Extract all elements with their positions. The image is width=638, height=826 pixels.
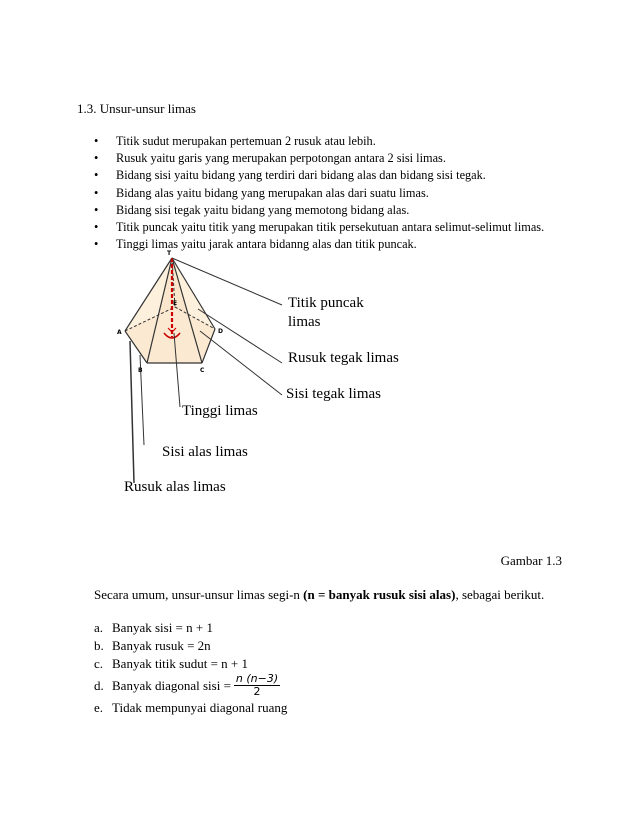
list-item: • Bidang sisi tegak yaitu bidang yang memotong bidang alas. [94, 202, 614, 219]
label-rusuk-alas: Rusuk alas limas [124, 479, 226, 495]
pyramid-figure [110, 245, 430, 510]
pointer-line [130, 341, 134, 483]
vertex-label-e: E [173, 300, 178, 307]
vertex-label-b: B [138, 367, 143, 374]
figure-caption: Gambar 1.3 [500, 553, 562, 568]
list-item: • Bidang alas yaitu bidang yang merupakan alas dari suatu limas. [94, 185, 614, 202]
vertex-label-d: D [218, 328, 223, 335]
bullet-icon: • [94, 168, 99, 183]
property-list [94, 619, 287, 717]
vertex-label-c: C [200, 367, 205, 374]
label-titik-puncak: Titik puncak [288, 295, 364, 311]
bullet-icon: • [94, 220, 99, 235]
label-rusuk-tegak: Rusuk tegak limas [288, 350, 399, 366]
bullet-icon: • [94, 237, 99, 252]
definition-list [94, 133, 614, 253]
label-sisi-tegak: Sisi tegak limas [286, 386, 381, 402]
list-item: c. Banyak titik sudut = n + 1 [94, 656, 248, 671]
label-tinggi: Tinggi limas [182, 403, 258, 419]
fraction: $\frac{n (n-3)}{2}$ [235, 672, 279, 698]
vertex-label-a: A [117, 329, 122, 336]
list-item: b. Banyak rusuk = 2n [94, 638, 211, 653]
summary-definition: (n = banyak rusuk sisi alas) [303, 587, 456, 602]
list-item: d. Banyak diagonal sisi = $\frac{n (n-3)}{2}$ [94, 672, 279, 698]
section-heading: 1.3. Unsur-unsur limas [77, 101, 196, 116]
list-item: • Rusuk yaitu garis yang merupakan perpotongan antara 2 sisi limas. [94, 150, 614, 167]
bullet-icon: • [94, 185, 99, 200]
bullet-icon: • [94, 202, 99, 217]
list-item: • Bidang sisi yaitu bidang yang terdiri dari bidang alas dan bidang sisi tegak. [94, 167, 614, 184]
label-sisi-alas: Sisi alas limas [162, 444, 248, 460]
bullet-icon: • [94, 151, 99, 166]
summary-paragraph: Secara umum, unsur-unsur limas segi-n (n = banyak rusuk sisi alas), sebagai berikut. [94, 587, 545, 602]
list-item: a. Banyak sisi = n + 1 [94, 620, 213, 635]
bullet-icon: • [94, 134, 99, 148]
pyramid-diagram [110, 245, 430, 510]
vertex-label-t: T [167, 250, 172, 257]
label-titik-puncak-line2: limas [288, 314, 321, 330]
list-item: • Titik sudut merupakan pertemuan 2 rusuk atau lebih. [94, 133, 614, 150]
list-item: • Tinggi limas yaitu jarak antara bidanng alas dan titik puncak. [94, 236, 614, 253]
list-item: e. Tidak mempunyai diagonal ruang [94, 700, 288, 715]
pointer-line [200, 331, 282, 395]
list-item: • Titik puncak yaitu titik yang merupakan titik persekutuan antara selimut-selimut limas. [94, 219, 614, 236]
